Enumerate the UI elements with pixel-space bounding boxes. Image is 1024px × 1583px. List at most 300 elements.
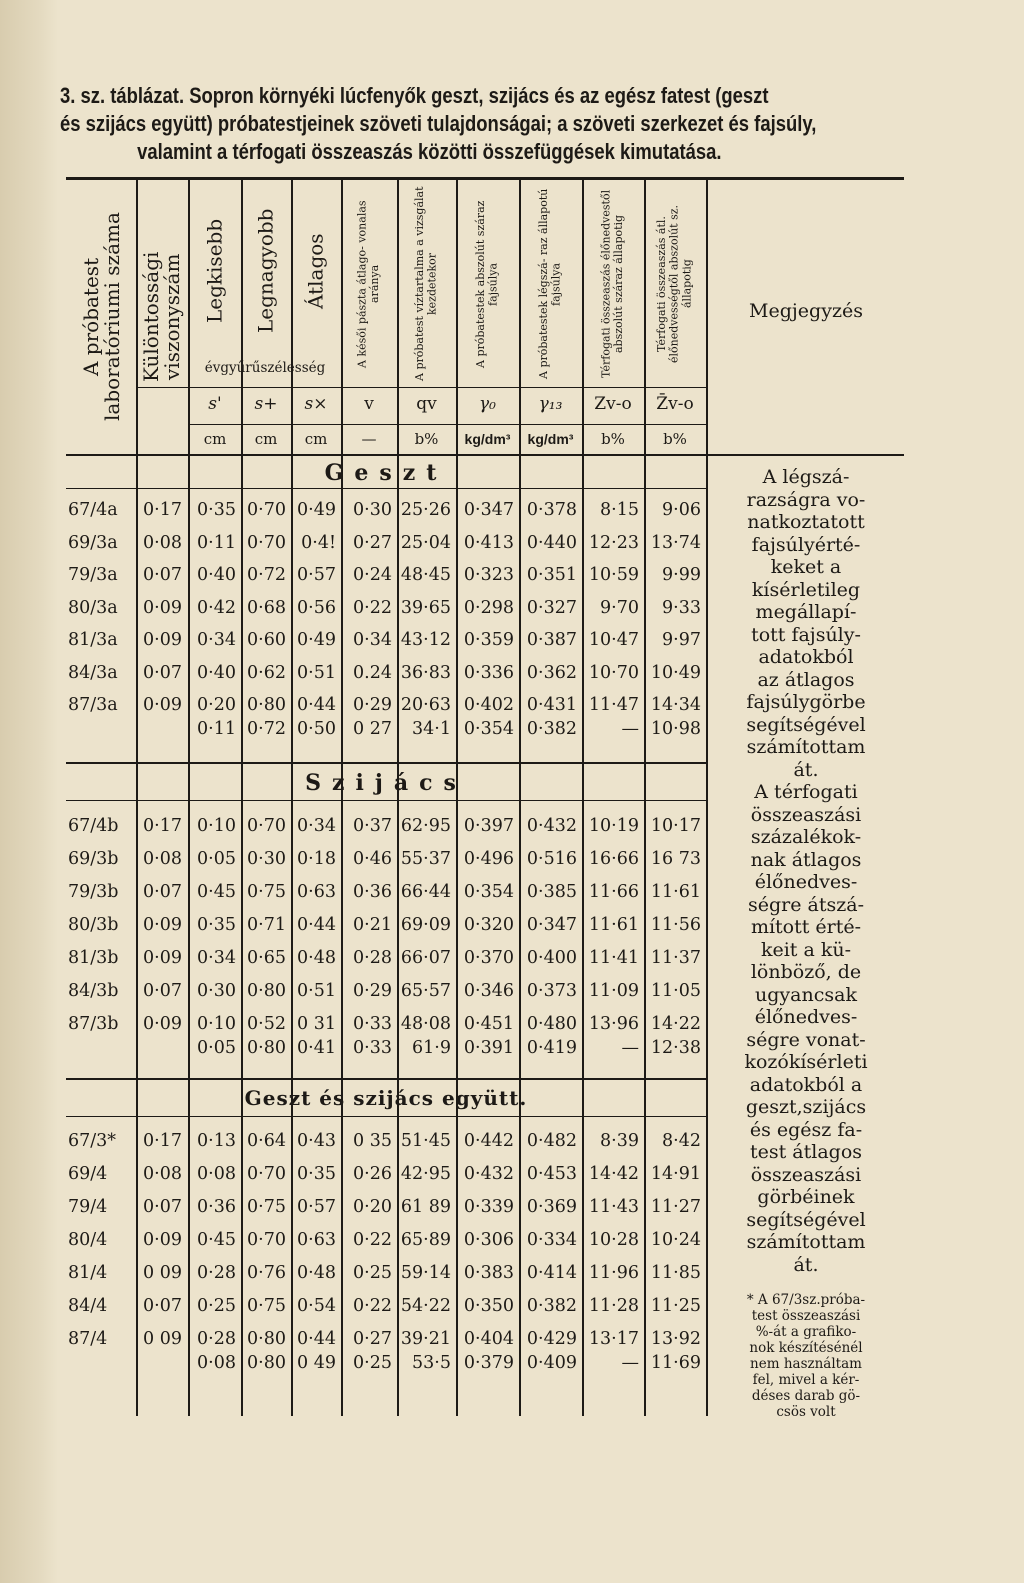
- table-cell: 0·43: [297, 1131, 336, 1151]
- table-cell: 0·75: [247, 882, 286, 902]
- table-cell: 0·40: [197, 662, 236, 683]
- unit-avg: cm: [304, 430, 328, 448]
- table-caption: [60, 82, 898, 166]
- note-paragraph-1: A légszá- razságra vo- natkoztatott fajsúlyérté- keket a kísérletileg megállapí- tott fajsúly- adatokból az átlagos fajsúlygörbe segítségével számítottam át.: [746, 466, 866, 781]
- table-cell: 0·306: [463, 1230, 514, 1250]
- table-cell: 0·24: [353, 565, 392, 585]
- table-cell: 0·30: [247, 849, 286, 869]
- table-cell: 0·334: [526, 1230, 577, 1250]
- sample-id-cell: 87/3b: [68, 1014, 119, 1034]
- table-cell: 0 35: [353, 1131, 392, 1151]
- unit-dry: kg/dm³: [464, 431, 511, 447]
- header-min: Legkisebb: [202, 218, 227, 324]
- table-cell: 0·49: [297, 630, 336, 650]
- table-cell: 0 49: [297, 1353, 336, 1373]
- table-cell: 0·62: [247, 662, 286, 683]
- table-cell: 10·24: [650, 1230, 701, 1250]
- table-cell: 61 89: [400, 1197, 451, 1217]
- table-cell: 14·42: [588, 1164, 639, 1184]
- table-cell: 0·80: [247, 695, 286, 715]
- table-cell: 0·63: [297, 1230, 336, 1250]
- symbol-shrink-2: Z̄v-o: [656, 394, 694, 414]
- table-cell: 53·5: [412, 1353, 451, 1373]
- table-cell: 0·36: [353, 882, 392, 902]
- table-cell: 0·54: [297, 1296, 336, 1316]
- table-cell: 11·09: [588, 981, 639, 1001]
- table-cell: 11·61: [588, 915, 639, 935]
- table-cell: 0·382: [526, 719, 577, 739]
- sample-id-cell: 67/4a: [68, 500, 118, 520]
- sample-id-cell: 81/3b: [68, 948, 119, 968]
- symbol-avg: s×: [304, 394, 328, 414]
- table-cell: 0·391: [463, 1038, 514, 1058]
- table-cell: 0·30: [353, 500, 392, 520]
- table-cell: 20·63: [400, 695, 451, 715]
- table-cell: 8·42: [662, 1131, 701, 1151]
- table-cell: 0·07: [143, 882, 182, 902]
- table-cell: 0·45: [197, 882, 236, 902]
- table-cell: 0·28: [197, 1263, 236, 1283]
- table-cell: 0·22: [353, 1230, 392, 1250]
- table-cell: 61·9: [412, 1038, 451, 1058]
- table-cell: 0·26: [353, 1164, 392, 1184]
- table-cell: 9·06: [662, 500, 701, 520]
- table-cell: 34·1: [412, 719, 451, 739]
- table-cell: 11·43: [588, 1197, 639, 1217]
- table-cell: 0·09: [143, 915, 182, 935]
- table-cell: 0·298: [463, 597, 514, 618]
- table-cell: 0·56: [297, 597, 336, 618]
- table-cell: 0·57: [297, 565, 336, 585]
- table-cell: 0·339: [463, 1197, 514, 1217]
- table-cell: 13·17: [588, 1329, 639, 1349]
- sample-id-cell: 69/3b: [68, 849, 119, 869]
- table-cell: 0·09: [143, 948, 182, 968]
- table-cell: 69·09: [400, 915, 451, 935]
- table-cell: 0·404: [463, 1329, 514, 1349]
- table-cell: 0·21: [353, 915, 392, 935]
- table-cell: 11·41: [588, 948, 639, 968]
- table-cell: 0·05: [197, 1038, 236, 1058]
- sample-id-cell: 84/4: [68, 1296, 108, 1316]
- sample-id-cell: 87/3a: [68, 695, 118, 715]
- header-water: A próbatest víztartalma a vizsgálat kezdetekor: [412, 186, 439, 382]
- table-cell: 0·76: [247, 1263, 286, 1283]
- table-cell: 0·20: [197, 695, 236, 715]
- table-cell: 0·08: [143, 1164, 182, 1184]
- table-cell: 0·22: [353, 597, 392, 618]
- table-cell: 43·12: [400, 630, 451, 650]
- table-cell: 13·96: [588, 1014, 639, 1034]
- table-cell: 36·83: [400, 662, 451, 683]
- table-cell: 9·70: [600, 597, 639, 618]
- table-cell: 0·354: [463, 882, 514, 902]
- table-cell: 8·15: [600, 500, 639, 520]
- table-cell: 0·44: [297, 1329, 336, 1349]
- table-cell: 0·50: [297, 719, 336, 739]
- table-cell: 0·369: [526, 1197, 577, 1217]
- table-cell: 11·05: [650, 981, 701, 1001]
- table-cell: 14·91: [650, 1164, 701, 1184]
- table-cell: 0 09: [143, 1263, 182, 1283]
- table-cell: 0·347: [463, 500, 514, 520]
- table-cell: 0·70: [247, 500, 286, 520]
- table-cell: 0·10: [197, 816, 236, 836]
- unit-shrink-1: b%: [601, 430, 625, 448]
- header-bottom-rule: [66, 454, 904, 456]
- unit-latewood: —: [361, 430, 377, 448]
- header-latewood: A késői pászta átlago- vonalas aránya: [355, 200, 381, 368]
- table-cell: 10·17: [650, 816, 701, 836]
- table-cell: 0·34: [297, 816, 336, 836]
- section-rule-geszt: [66, 488, 706, 489]
- table-cell: 0 09: [143, 1329, 182, 1349]
- table-cell: 0·09: [143, 1230, 182, 1250]
- table-cell: 0·42: [197, 597, 236, 618]
- table-cell: 14·34: [650, 695, 701, 715]
- table-cell: 42·95: [400, 1164, 451, 1184]
- table-cell: 0·07: [143, 1296, 182, 1316]
- table-cell: 0·382: [526, 1296, 577, 1316]
- table-cell: 11·47: [588, 695, 639, 715]
- unit-water: b%: [414, 430, 439, 448]
- table-cell: 54·22: [400, 1296, 451, 1316]
- table-cell: 0·80: [247, 1329, 286, 1349]
- table-cell: 0·05: [197, 849, 236, 869]
- table-cell: 0·80: [247, 1353, 286, 1373]
- symbol-water: qv: [416, 394, 437, 414]
- header-shrink-2: Térfogati összeaszás átl. élőnedvességtől abszolút sz. állapotig: [655, 204, 694, 364]
- section-title-szijacs: Szijács: [305, 770, 467, 796]
- table-cell: 0·336: [463, 662, 514, 683]
- table-cell: 0·18: [297, 849, 336, 869]
- table-cell: 48·45: [400, 565, 451, 585]
- section-title-egyutt: Geszt és szijács együtt.: [244, 1086, 528, 1110]
- table-cell: 0·4!: [301, 532, 336, 553]
- table-cell: 0·08: [197, 1164, 236, 1184]
- header-note: Megjegyzés: [749, 300, 863, 322]
- table-cell: —: [621, 1353, 639, 1373]
- header-span-label: évgyűrűszélesség: [204, 360, 326, 376]
- table-cell: 0·442: [463, 1131, 514, 1151]
- table-cell: 8·39: [600, 1131, 639, 1151]
- table-cell: 0·27: [353, 532, 392, 553]
- col-line: [241, 388, 243, 1416]
- table-cell: 0·51: [297, 662, 336, 683]
- table-cell: 65·57: [400, 981, 451, 1001]
- table-cell: 62·95: [400, 816, 451, 836]
- table-cell: 0·13: [197, 1131, 236, 1151]
- table-cell: 0·496: [463, 849, 514, 869]
- section-rule-szijacs-top: [66, 762, 706, 764]
- table-cell: 0·75: [247, 1197, 286, 1217]
- table-cell: 10·47: [588, 630, 639, 650]
- sample-id-cell: 79/3b: [68, 882, 119, 902]
- table-cell: 10·49: [650, 662, 701, 683]
- table-cell: 0·351: [526, 565, 577, 585]
- table-cell: 0·33: [353, 1014, 392, 1034]
- table-cell: 0·65: [247, 948, 286, 968]
- table-cell: 0·27: [353, 1329, 392, 1349]
- table-cell: 0·359: [463, 630, 514, 650]
- unit-min: cm: [203, 430, 227, 448]
- table-cell: 0·80: [247, 981, 286, 1001]
- table-cell: 0·49: [297, 500, 336, 520]
- table-cell: 0·25: [353, 1353, 392, 1373]
- col-line: [706, 180, 708, 1416]
- table-cell: 0·350: [463, 1296, 514, 1316]
- table-cell: 0·451: [463, 1014, 514, 1034]
- table-cell: 0·432: [526, 816, 577, 836]
- table-cell: 11·27: [650, 1197, 701, 1217]
- table-cell: 0·383: [463, 1263, 514, 1283]
- table-cell: 0.24: [353, 662, 392, 683]
- sample-id-cell: 69/3a: [68, 532, 118, 553]
- table-cell: 0·70: [247, 1164, 286, 1184]
- table-cell: 0·378: [526, 500, 577, 520]
- symbol-rule: [136, 387, 706, 388]
- table-cell: 0·397: [463, 816, 514, 836]
- table-cell: 0·320: [463, 915, 514, 935]
- table-cell: 0·70: [247, 532, 286, 553]
- table-cell: 0·34: [197, 630, 236, 650]
- table-cell: 9·33: [662, 597, 701, 618]
- table-cell: 0·400: [526, 948, 577, 968]
- table-cell: 0·35: [197, 500, 236, 520]
- table-cell: 25·26: [400, 500, 451, 520]
- header-relative-number: Különtossági viszonyszám: [139, 251, 184, 383]
- table-cell: 55·37: [400, 849, 451, 869]
- section-rule-egyutt: [66, 1116, 706, 1117]
- table-cell: 0·70: [247, 1230, 286, 1250]
- table-cell: 0·11: [197, 719, 236, 739]
- table-cell: 0·373: [526, 981, 577, 1001]
- table-cell: 0·07: [143, 1197, 182, 1217]
- table-cell: 0·80: [247, 1038, 286, 1058]
- sample-id-cell: 80/3a: [68, 597, 118, 618]
- symbol-min: s': [208, 394, 222, 414]
- table-cell: 0·70: [247, 816, 286, 836]
- table-cell: 0·20: [353, 1197, 392, 1217]
- table-cell: 0·72: [247, 565, 286, 585]
- symbol-shrink-1: Zv-o: [594, 394, 632, 414]
- table-cell: 0·440: [526, 532, 577, 553]
- table-cell: 0·482: [526, 1131, 577, 1151]
- table-cell: 59·14: [400, 1263, 451, 1283]
- sample-id-cell: 79/3a: [68, 565, 118, 585]
- table-cell: 0·52: [247, 1014, 286, 1034]
- table-cell: 0·07: [143, 981, 182, 1001]
- table-cell: 0·11: [197, 532, 236, 553]
- table-cell: 9·97: [662, 630, 701, 650]
- table-cell: 0·362: [526, 662, 577, 683]
- table-cell: 0·09: [143, 695, 182, 715]
- table-cell: 0·379: [463, 1353, 514, 1373]
- table-cell: 39·21: [400, 1329, 451, 1349]
- table-cell: 0·323: [463, 565, 514, 585]
- header-sample-number: A próbatest laboratóriumi száma: [79, 212, 124, 422]
- table-cell: 11·85: [650, 1263, 701, 1283]
- table-cell: 0·60: [247, 630, 286, 650]
- table-cell: 51·45: [400, 1131, 451, 1151]
- unit-air: kg/dm³: [527, 431, 574, 447]
- table-cell: 0·68: [247, 597, 286, 618]
- table-cell: 0·34: [353, 630, 392, 650]
- table-cell: —: [621, 1038, 639, 1058]
- table-cell: 11·37: [650, 948, 701, 968]
- table-cell: 16·66: [588, 849, 639, 869]
- section-rule-szijacs: [66, 800, 706, 801]
- sample-id-cell: 80/3b: [68, 915, 119, 935]
- table-cell: 0·432: [463, 1164, 514, 1184]
- table-cell: 0·75: [247, 1296, 286, 1316]
- table-cell: 9·99: [662, 565, 701, 585]
- table-cell: —: [621, 719, 639, 739]
- unit-rule: [188, 424, 706, 425]
- table-cell: 11·96: [588, 1263, 639, 1283]
- table-cell: 0·402: [463, 695, 514, 715]
- table-cell: 0 27: [353, 719, 392, 739]
- table-top-rule: [66, 177, 904, 180]
- table-cell: 0·29: [353, 981, 392, 1001]
- table-cell: 0·17: [143, 1131, 182, 1151]
- table-cell: 0·327: [526, 597, 577, 618]
- table-cell: 0·453: [526, 1164, 577, 1184]
- header-air-density: A próbatestek légszá- raz állapotú fajsúlya: [536, 188, 563, 380]
- table-cell: 0·57: [297, 1197, 336, 1217]
- table-cell: 0·347: [526, 915, 577, 935]
- table-cell: 0·413: [463, 532, 514, 553]
- header-dry-density: A próbatestek abszolút száraz fajsúlya: [473, 200, 500, 368]
- table-cell: 0·480: [526, 1014, 577, 1034]
- table-cell: 10·19: [588, 816, 639, 836]
- table-cell: 0·28: [353, 948, 392, 968]
- table-cell: 0·34: [197, 948, 236, 968]
- table-cell: 0·370: [463, 948, 514, 968]
- symbol-max: s+: [254, 394, 278, 414]
- sample-id-cell: 81/3a: [68, 630, 118, 650]
- table-cell: 0·28: [197, 1329, 236, 1349]
- symbol-air: γ₁₃: [538, 394, 563, 414]
- caption-line-2: és szijács együtt) próbatestjeinek szöveti tulajdonságai; a szöveti szerkezet és fajsúly,: [60, 111, 817, 136]
- table-cell: 16 73: [650, 849, 701, 869]
- table-cell: 0·387: [526, 630, 577, 650]
- table-cell: 10·28: [588, 1230, 639, 1250]
- table-cell: 0·48: [297, 1263, 336, 1283]
- table-cell: 0·354: [463, 719, 514, 739]
- sample-id-cell: 87/4: [68, 1329, 108, 1349]
- table-cell: 0·33: [353, 1038, 392, 1058]
- table-cell: 65·89: [400, 1230, 451, 1250]
- note-paragraph-2: A térfogati összeaszási százalékok- nak átlagos élőnedves- ségre átszá- mított érté- keit a kü- lönböző, de ugyancsak élőnedves- ségre vonat- kozókísérleti adatokból a geszt,szijács és egész fa- test átlagos összeaszási görbéinek segítségével számítottam át.: [744, 781, 868, 1276]
- sample-id-cell: 67/3*: [68, 1131, 117, 1151]
- symbol-latewood: v: [364, 394, 374, 414]
- table-cell: 0·09: [143, 597, 182, 618]
- table-cell: 0·08: [197, 1353, 236, 1373]
- table-cell: 11·28: [588, 1296, 639, 1316]
- table-cell: 0·431: [526, 695, 577, 715]
- symbol-dry: γ₀: [479, 394, 496, 414]
- caption-line-3: valamint a térfogati összeaszás közötti összefüggések kimutatása.: [137, 139, 722, 164]
- footnote: * A 67/3sz.próba- test összeaszási %-át a grafiko- nok készítésénél nem használtam fel, mivel a kér- déses darab gö- csös volt: [746, 1292, 866, 1420]
- table-cell: 0·346: [463, 981, 514, 1001]
- table-cell: 10·98: [650, 719, 701, 739]
- table-cell: 66·44: [400, 882, 451, 902]
- unit-shrink-2: b%: [663, 430, 687, 448]
- table-cell: 48·08: [400, 1014, 451, 1034]
- sample-id-cell: 80/4: [68, 1230, 108, 1250]
- table-cell: 66·07: [400, 948, 451, 968]
- sample-id-cell: 67/4b: [68, 816, 119, 836]
- table-cell: 0·516: [526, 849, 577, 869]
- table-cell: 0·48: [297, 948, 336, 968]
- header-shrink-1: Térfogati összeaszás élőnedvestől abszolút száraz állapotig: [599, 189, 625, 379]
- sample-id-cell: 69/4: [68, 1164, 108, 1184]
- notes-column: [712, 466, 900, 1420]
- table-cell: 0·63: [297, 882, 336, 902]
- table-cell: 12·23: [588, 532, 639, 553]
- section-rule-egyutt-top: [66, 1078, 706, 1080]
- table-cell: 10·59: [588, 565, 639, 585]
- sample-id-cell: 84/3a: [68, 662, 118, 683]
- table-cell: 39·65: [400, 597, 451, 618]
- table-cell: 11·61: [650, 882, 701, 902]
- table-cell: 14·22: [650, 1014, 701, 1034]
- table-cell: 0·35: [197, 915, 236, 935]
- header-avg: Átlagos: [303, 233, 328, 309]
- table-cell: 0·51: [297, 981, 336, 1001]
- caption-line-1: 3. sz. táblázat. Sopron környéki lúcfenyők geszt, szijács és az egész fatest (geszt: [60, 83, 769, 108]
- table-cell: 13·74: [650, 532, 701, 553]
- table-cell: 12·38: [650, 1038, 701, 1058]
- table-cell: 11·25: [650, 1296, 701, 1316]
- table-cell: 0·41: [297, 1038, 336, 1058]
- table-cell: 0·22: [353, 1296, 392, 1316]
- header-max: Legnagyobb: [253, 208, 278, 334]
- table-cell: 0·45: [197, 1230, 236, 1250]
- sample-id-cell: 84/3b: [68, 981, 119, 1001]
- table-cell: 0·09: [143, 630, 182, 650]
- table-cell: 0·37: [353, 816, 392, 836]
- table-cell: 0·25: [197, 1296, 236, 1316]
- table-cell: 0·46: [353, 849, 392, 869]
- table-cell: 0·08: [143, 532, 182, 553]
- table-cell: 0·09: [143, 1014, 182, 1034]
- table-cell: 0·07: [143, 662, 182, 683]
- table-cell: 0·64: [247, 1131, 286, 1151]
- table-cell: 0·44: [297, 915, 336, 935]
- sample-id-cell: 81/4: [68, 1263, 108, 1283]
- col-line: [291, 388, 293, 1416]
- table-cell: 0·17: [143, 500, 182, 520]
- table-cell: 11·69: [650, 1353, 701, 1373]
- table-cell: 0·25: [353, 1263, 392, 1283]
- table-cell: 25·04: [400, 532, 451, 553]
- table-cell: 0·10: [197, 1014, 236, 1034]
- table-cell: 0·419: [526, 1038, 577, 1058]
- table-cell: 0·29: [353, 695, 392, 715]
- table-cell: 0·35: [297, 1164, 336, 1184]
- table-cell: 0·44: [297, 695, 336, 715]
- table-cell: 0·385: [526, 882, 577, 902]
- table-cell: 11·56: [650, 915, 701, 935]
- section-title-geszt: Geszt: [324, 460, 448, 486]
- table-cell: 10·70: [588, 662, 639, 683]
- table-cell: 0·36: [197, 1197, 236, 1217]
- table-cell: 13·92: [650, 1329, 701, 1349]
- table-cell: 0·414: [526, 1263, 577, 1283]
- table-cell: 0·30: [197, 981, 236, 1001]
